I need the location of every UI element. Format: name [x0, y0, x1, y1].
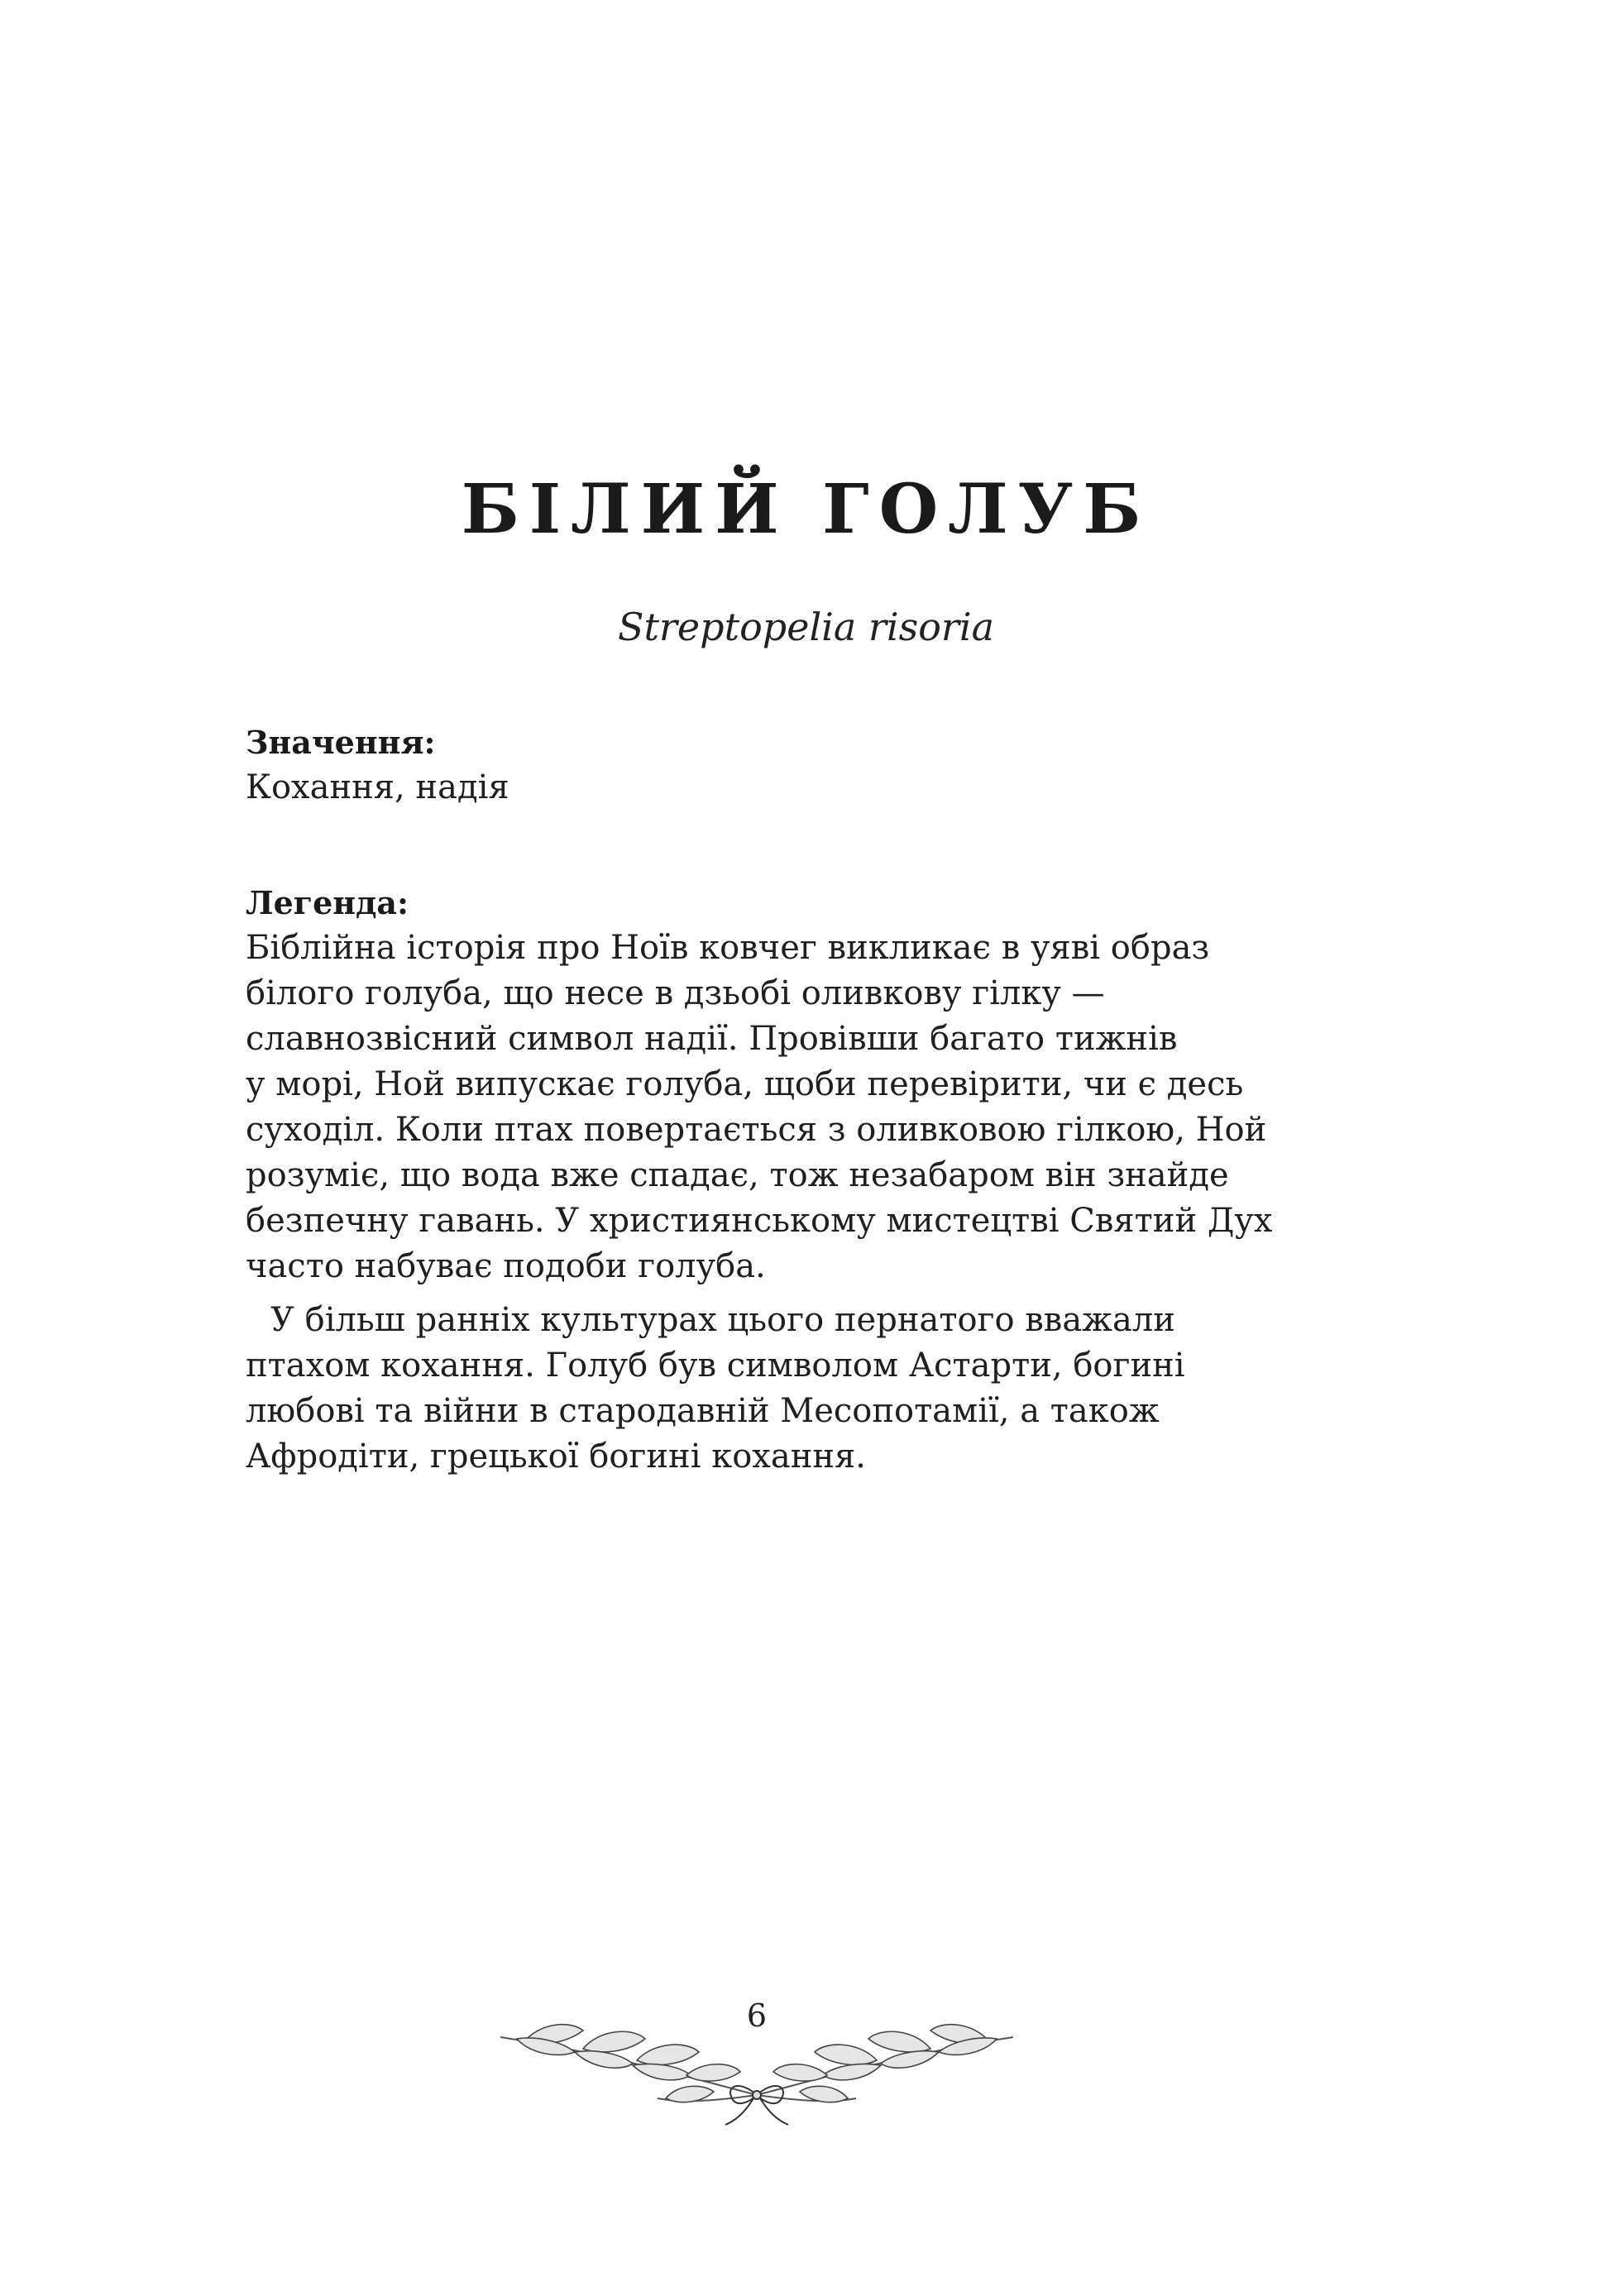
meaning-value: Кохання, надія — [246, 768, 509, 806]
legend-paragraph-1: Біблійна історія про Ноїв ковчег викликає в уяві образ білого голуба, що несе в дзьобі оливкову гілку — славнозвісний символ надії. Провівши багато тижнів у морі, Ной випускає голуба, щоби перевірити, чи є десь суходіл. Коли птах повертається з оливковою гілкою, Ной розуміє, що вода вже спадає, тож незабаром він знайде безпечну гавань. У християнському мистецтві Святий Дух часто набуває подоби голуба. — [246, 929, 1273, 1285]
latin-name: Streptopelia risoria — [617, 605, 995, 649]
page-number: 6 — [746, 1997, 768, 2034]
legend-paragraph-2: У більш ранніх культурах цього пернатого вважали птахом кохання. Голуб був символом Астарти, богині любові та війни в стародавній Месопотамії, а також Афродіти, грецької богині кохання. — [246, 1301, 1185, 1476]
page-content — [246, 720, 1304, 1480]
meaning-heading: Значення: — [246, 724, 436, 761]
legend-heading: Легенда: — [246, 884, 409, 921]
page-title: БІЛИЙ ГОЛУБ — [461, 470, 1151, 549]
